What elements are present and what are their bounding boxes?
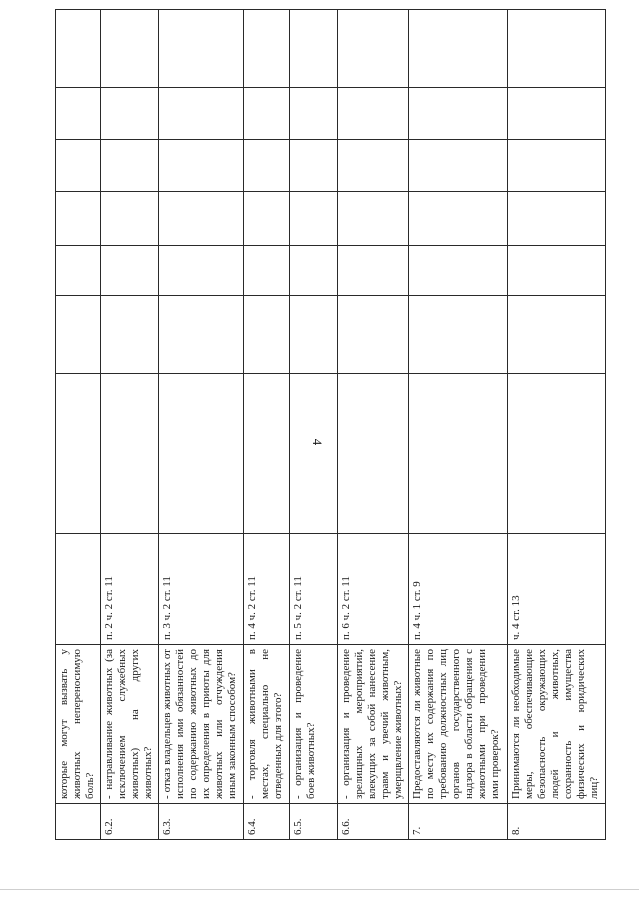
row-number: 8. — [507, 804, 605, 840]
answer-cell — [159, 374, 244, 534]
table-row — [409, 10, 507, 840]
answer-cell — [244, 296, 289, 374]
answer-cell — [244, 192, 289, 246]
question-cell: которые могут вызвать у животных непереносимую боль? — [56, 645, 101, 804]
table-row — [289, 10, 337, 840]
answer-cell — [101, 88, 159, 140]
legal-reference-cell: п. 5 ч. 2 ст. 11 — [289, 534, 337, 645]
question-cell: Предоставляются ли животные по месту их содержания по требованию должностных лиц органов государственного надзора в области обращения с животными при проведении ими проверок? — [409, 645, 507, 804]
answer-cell — [337, 10, 409, 88]
table-row — [56, 10, 101, 840]
table-row — [244, 10, 289, 840]
answer-cell — [337, 374, 409, 534]
answer-cell — [56, 140, 101, 192]
table-row — [507, 10, 605, 840]
answer-cell — [244, 10, 289, 88]
legal-reference-cell: п. 3 ч. 2 ст. 11 — [159, 534, 244, 645]
answer-cell — [409, 374, 507, 534]
answer-cell — [101, 10, 159, 88]
answer-cell — [409, 10, 507, 88]
answer-cell — [409, 88, 507, 140]
answer-cell — [159, 88, 244, 140]
answer-cell — [159, 10, 244, 88]
answer-cell — [244, 374, 289, 534]
row-number: 6.4. — [244, 804, 289, 840]
answer-cell — [507, 10, 605, 88]
row-number: 6.2. — [101, 804, 159, 840]
answer-cell — [56, 296, 101, 374]
answer-cell — [101, 296, 159, 374]
answer-cell — [289, 296, 337, 374]
answer-cell — [56, 246, 101, 296]
legal-reference-cell: п. 6 ч. 2 ст. 11 — [337, 534, 409, 645]
row-number: 6.5. — [289, 804, 337, 840]
legal-reference-cell: п. 2 ч. 2 ст. 11 — [101, 534, 159, 645]
answer-cell — [56, 10, 101, 88]
answer-cell — [244, 140, 289, 192]
answer-cell — [337, 246, 409, 296]
question-cell: - натравливание животных (за исключением служебных животных) на других животных? — [101, 645, 159, 804]
legal-reference-cell — [56, 534, 101, 645]
answer-cell — [101, 374, 159, 534]
answer-cell — [409, 140, 507, 192]
answer-cell — [409, 246, 507, 296]
answer-cell — [289, 192, 337, 246]
legal-reference-cell: п. 4 ч. 2 ст. 11 — [244, 534, 289, 645]
answer-cell — [101, 140, 159, 192]
answer-cell — [56, 88, 101, 140]
answer-cell — [244, 246, 289, 296]
answer-cell — [289, 246, 337, 296]
answer-cell — [56, 192, 101, 246]
row-number: 6.6. — [337, 804, 409, 840]
answer-cell — [289, 88, 337, 140]
legal-reference-cell: п. 4 ч. 1 ст. 9 — [409, 534, 507, 645]
answer-cell — [289, 374, 337, 534]
answer-cell — [289, 10, 337, 88]
table-row — [159, 10, 244, 840]
answer-cell — [507, 192, 605, 246]
answer-cell — [409, 192, 507, 246]
row-number — [56, 804, 101, 840]
row-number: 6.3. — [159, 804, 244, 840]
question-cell: - торговля животными в местах, специально не отведенных для этого? — [244, 645, 289, 804]
checklist-sheet — [55, 10, 606, 840]
row-number: 7. — [409, 804, 507, 840]
page-bottom-edge — [0, 889, 639, 890]
table-row — [101, 10, 159, 840]
answer-cell — [159, 296, 244, 374]
answer-cell — [159, 246, 244, 296]
answer-cell — [101, 192, 159, 246]
answer-cell — [507, 88, 605, 140]
answer-cell — [409, 296, 507, 374]
answer-cell — [507, 246, 605, 296]
question-cell: - организация и проведение зрелищных мероприятий, влекущих за собой нанесение травм и увечий животным, умерщвление животных? — [337, 645, 409, 804]
answer-cell — [101, 246, 159, 296]
checklist-table — [55, 9, 606, 840]
answer-cell — [244, 88, 289, 140]
question-cell: - организация и проведение боев животных? — [289, 645, 337, 804]
answer-cell — [289, 140, 337, 192]
answer-cell — [507, 374, 605, 534]
answer-cell — [56, 374, 101, 534]
answer-cell — [337, 192, 409, 246]
question-cell: - отказ владельцев животных от исполнения ими обязанностей по содержанию животных до их определения в приюты для животных или отчуждения иным законным способом? — [159, 645, 244, 804]
answer-cell — [337, 88, 409, 140]
answer-cell — [337, 296, 409, 374]
page-number: 4 — [310, 438, 325, 446]
answer-cell — [159, 192, 244, 246]
table-row — [337, 10, 409, 840]
legal-reference-cell: ч. 4 ст. 13 — [507, 534, 605, 645]
answer-cell — [507, 140, 605, 192]
question-cell: Принимаются ли необходимые меры, обеспечивающие безопасность окружающих людей и животных, сохранность имущества физических и юридических лиц? — [507, 645, 605, 804]
answer-cell — [159, 140, 244, 192]
answer-cell — [337, 140, 409, 192]
answer-cell — [507, 296, 605, 374]
